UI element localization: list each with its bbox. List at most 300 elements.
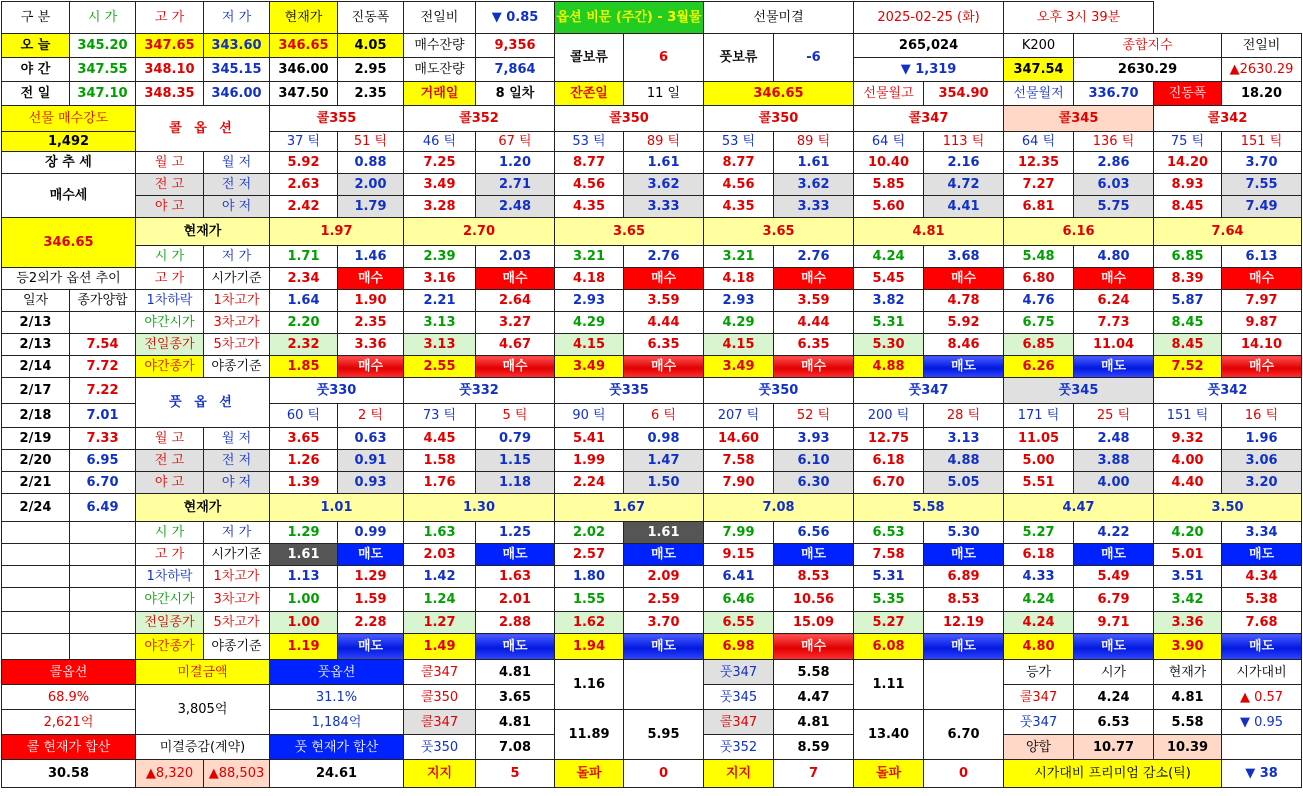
put-strike-name: 풋335 <box>555 378 704 404</box>
call-night-close: 4.88 <box>854 356 924 378</box>
put-lbl-d1h: 1차고가 <box>204 566 270 588</box>
call-high: 8.39 <box>1154 268 1222 290</box>
call-lbl-d1h: 1차고가 <box>204 290 270 312</box>
s1-value: 11.89 <box>555 710 624 760</box>
blank <box>1222 735 1302 760</box>
put-no: 4.24 <box>1004 588 1074 612</box>
put-lbl-cur: 현재가 <box>136 494 270 522</box>
history-date: 2/20 <box>2 450 70 472</box>
put-mh: 14.60 <box>704 428 774 450</box>
mid-value-2: 1.11 <box>854 660 924 710</box>
call-nh: 4.35 <box>555 196 624 218</box>
call-pl: 3.62 <box>774 174 854 196</box>
put-high: 2.57 <box>555 544 624 566</box>
oi-change-2: ▲88,503 <box>204 760 270 788</box>
call-mh: 14.20 <box>1154 152 1222 174</box>
eq-call-name: 콜347 <box>1004 685 1074 710</box>
put-lbl-nc: 야간종가 <box>136 634 204 660</box>
call-high: 4.18 <box>704 268 774 290</box>
call-mh: 12.35 <box>1004 152 1074 174</box>
pair-a-value: 7.08 <box>476 735 555 760</box>
put-open: 7.99 <box>704 522 774 544</box>
call-open: 2.39 <box>404 246 476 268</box>
call-strike-name: 콜347 <box>854 106 1004 132</box>
pair-b-name: 콜347 <box>704 710 774 735</box>
call-d1h: 3.59 <box>774 290 854 312</box>
call-tick2: 136 틱 <box>1074 132 1154 152</box>
call-current: 6.16 <box>1004 218 1154 246</box>
history-sum: 7.33 <box>70 428 136 450</box>
put-pc: 5.27 <box>854 612 924 634</box>
put-current: 4.47 <box>1004 494 1154 522</box>
eq-call-open: 4.24 <box>1074 685 1154 710</box>
put-ml: 3.93 <box>774 428 854 450</box>
put-low: 0.99 <box>338 522 404 544</box>
kospi-value: 2630.29 <box>1074 58 1222 82</box>
put-tick1: 151 틱 <box>1154 404 1222 428</box>
pair-a-name: 콜347 <box>404 660 476 685</box>
call-d1h: 7.97 <box>1222 290 1302 312</box>
call-pc: 5.30 <box>854 334 924 356</box>
call-no: 8.45 <box>1154 312 1222 334</box>
call-low: 6.13 <box>1222 246 1302 268</box>
call-low: 4.80 <box>1074 246 1154 268</box>
put-tick2: 5 틱 <box>476 404 555 428</box>
call-nl: 4.41 <box>924 196 1004 218</box>
put-night-signal: 매수 <box>774 634 854 660</box>
eq-hdr-atm: 등가 <box>1004 660 1074 685</box>
put-ml: 0.79 <box>476 428 555 450</box>
put-current: 1.30 <box>404 494 555 522</box>
call-high: 6.80 <box>1004 268 1074 290</box>
call-ml: 2.16 <box>924 152 1004 174</box>
put-open: 6.53 <box>854 522 924 544</box>
put-lbl-no: 야간시가 <box>136 588 204 612</box>
call-ph: 3.49 <box>404 174 476 196</box>
put-low: 1.61 <box>624 522 704 544</box>
put-d1l: 1.42 <box>404 566 476 588</box>
put-current: 5.58 <box>854 494 1004 522</box>
put-d1h: 6.89 <box>924 566 1004 588</box>
history-sum: 7.01 <box>70 404 136 428</box>
put-d3h: 2.01 <box>476 588 555 612</box>
put-lbl-d5h: 5차고가 <box>204 612 270 634</box>
put-d1l: 6.41 <box>704 566 774 588</box>
put-current: 3.50 <box>1154 494 1302 522</box>
call-no: 4.29 <box>704 312 774 334</box>
put-ph: 5.00 <box>1004 450 1074 472</box>
call-d1l: 4.76 <box>1004 290 1074 312</box>
call-open: 3.21 <box>555 246 624 268</box>
call-mh: 7.25 <box>404 152 476 174</box>
hdr-category: 구 분 <box>2 2 70 34</box>
call-lbl-ml: 월 저 <box>204 152 270 174</box>
oi-change-1: ▲8,320 <box>136 760 204 788</box>
call-mh: 10.40 <box>854 152 924 174</box>
call-signal: 매수 <box>1222 268 1302 290</box>
call-ph: 2.63 <box>270 174 338 196</box>
put-open: 1.29 <box>270 522 338 544</box>
put-pc: 6.55 <box>704 612 774 634</box>
call-lbl-mh: 월 고 <box>136 152 204 174</box>
put-nh: 7.90 <box>704 472 774 494</box>
put-tick1: 73 틱 <box>404 404 476 428</box>
call-no: 2.20 <box>270 312 338 334</box>
call-tick1: 64 틱 <box>854 132 924 152</box>
call-d3h: 5.92 <box>924 312 1004 334</box>
put-strike-name: 풋347 <box>854 378 1004 404</box>
put-low: 4.22 <box>1074 522 1154 544</box>
call-high: 3.16 <box>404 268 476 290</box>
blank <box>70 612 136 634</box>
support-value-1: 5 <box>476 760 555 788</box>
trade-day: 8 일차 <box>476 82 555 106</box>
put-night-close: 3.90 <box>1154 634 1222 660</box>
put-no: 1.55 <box>555 588 624 612</box>
call-d5h: 14.10 <box>1222 334 1302 356</box>
put-d5h: 15.09 <box>774 612 854 634</box>
call-current: 3.65 <box>704 218 854 246</box>
call-current: 4.81 <box>854 218 1004 246</box>
mid-value-1: 1.16 <box>555 660 624 710</box>
call-d5h: 3.36 <box>338 334 404 356</box>
put-d3h: 8.53 <box>924 588 1004 612</box>
history-date: 2/13 <box>2 334 70 356</box>
strength-value: 1,492 <box>2 132 136 152</box>
call-ml: 3.70 <box>1222 152 1302 174</box>
put-high: 5.01 <box>1154 544 1222 566</box>
pair-a-value: 4.81 <box>476 710 555 735</box>
call-count-label: 콜보류 <box>555 34 624 82</box>
call-pl: 7.55 <box>1222 174 1302 196</box>
put-tick1: 200 틱 <box>854 404 924 428</box>
call-low: 2.76 <box>774 246 854 268</box>
blank <box>2 566 70 588</box>
call-nl: 3.33 <box>774 196 854 218</box>
call-ml: 2.86 <box>1074 152 1154 174</box>
put-lbl-pc: 전일종가 <box>136 612 204 634</box>
put-signal: 매도 <box>1074 544 1154 566</box>
put-d1h: 5.49 <box>1074 566 1154 588</box>
call-tick2: 51 틱 <box>338 132 404 152</box>
history-sum: 7.72 <box>70 356 136 378</box>
put-pct: 31.1% <box>270 685 404 710</box>
put-night-signal: 매도 <box>924 634 1004 660</box>
row-high: 348.35 <box>136 82 204 106</box>
put-ph: 1.26 <box>270 450 338 472</box>
trade-day-label: 거래일 <box>404 82 476 106</box>
put-open: 5.27 <box>1004 522 1074 544</box>
ask-value: 7,864 <box>476 58 555 82</box>
call-night-close: 3.49 <box>555 356 624 378</box>
hdr-open: 시 가 <box>70 2 136 34</box>
put-strike-name: 풋332 <box>404 378 555 404</box>
pair-b-value: 4.81 <box>774 710 854 735</box>
put-ml: 3.13 <box>924 428 1004 450</box>
put-no: 5.35 <box>854 588 924 612</box>
history-sum <box>70 312 136 334</box>
call-pc: 8.45 <box>1154 334 1222 356</box>
hdr-range: 진동폭 <box>338 2 404 34</box>
call-tick1: 46 틱 <box>404 132 476 152</box>
put-d3h: 6.79 <box>1074 588 1154 612</box>
call-sum-label: 콜 현재가 합산 <box>2 735 136 760</box>
put-d1h: 8.53 <box>774 566 854 588</box>
call-low: 2.76 <box>624 246 704 268</box>
call-lbl-nh: 야 고 <box>136 196 204 218</box>
put-tick2: 6 틱 <box>624 404 704 428</box>
put-section-label: 풋 옵 션 <box>136 378 270 428</box>
put-tick1: 171 틱 <box>1004 404 1074 428</box>
call-signal: 매수 <box>338 268 404 290</box>
put-ml: 1.96 <box>1222 428 1302 450</box>
put-mh: 5.41 <box>555 428 624 450</box>
put-mh: 11.05 <box>1004 428 1074 450</box>
put-nl: 3.20 <box>1222 472 1302 494</box>
call-lbl-cur: 현재가 <box>136 218 270 246</box>
row-high: 347.65 <box>136 34 204 58</box>
cp-price: 346.65 <box>704 82 854 106</box>
call-strike-name: 콜345 <box>1004 106 1154 132</box>
put-d3h: 1.59 <box>338 588 404 612</box>
call-ph: 8.93 <box>1154 174 1222 196</box>
row-open: 347.10 <box>70 82 136 106</box>
call-strike-name: 콜350 <box>555 106 704 132</box>
eq-hdr-open: 시가 <box>1074 660 1154 685</box>
history-sum: 6.95 <box>70 450 136 472</box>
eq-put-diff: ▼ 0.95 <box>1222 710 1302 735</box>
call-no: 4.29 <box>555 312 624 334</box>
time-label: 오후 3시 39분 <box>1004 2 1154 34</box>
history-sum: 6.49 <box>70 494 136 522</box>
history-date: 2/24 <box>2 494 70 522</box>
put-d5h: 12.19 <box>924 612 1004 634</box>
call-nh: 2.42 <box>270 196 338 218</box>
history-date: 2/21 <box>2 472 70 494</box>
blank <box>70 588 136 612</box>
call-tick2: 89 틱 <box>774 132 854 152</box>
call-current: 2.70 <box>404 218 555 246</box>
put-lbl-nl: 야 저 <box>204 472 270 494</box>
call-pc: 4.15 <box>555 334 624 356</box>
call-open: 1.71 <box>270 246 338 268</box>
call-signal: 매수 <box>774 268 854 290</box>
call-night-signal: 매수 <box>624 356 704 378</box>
row-open: 347.55 <box>70 58 136 82</box>
put-night-signal: 매도 <box>476 634 555 660</box>
call-nl: 3.33 <box>624 196 704 218</box>
put-night-signal: 매도 <box>1222 634 1302 660</box>
call-nl: 1.79 <box>338 196 404 218</box>
left-price: 346.65 <box>2 218 136 268</box>
call-d1l: 2.93 <box>555 290 624 312</box>
put-pl: 3.88 <box>1074 450 1154 472</box>
put-tick1: 90 틱 <box>555 404 624 428</box>
row-current: 347.50 <box>270 82 338 106</box>
call-open: 5.48 <box>1004 246 1074 268</box>
call-ml: 0.88 <box>338 152 404 174</box>
put-d1h: 2.09 <box>624 566 704 588</box>
row-label: 전 일 <box>2 82 70 106</box>
eq-put-open: 6.53 <box>1074 710 1154 735</box>
call-lbl-low: 저 가 <box>204 246 270 268</box>
oi-change-label: 미결증감(계약) <box>136 735 270 760</box>
put-pc: 1.00 <box>270 612 338 634</box>
put-pc: 1.62 <box>555 612 624 634</box>
call-lbl-no: 야간시가 <box>136 312 204 334</box>
put-nl: 1.18 <box>476 472 555 494</box>
call-tick1: 53 틱 <box>704 132 774 152</box>
call-d3h: 3.27 <box>476 312 555 334</box>
put-nh: 5.51 <box>1004 472 1074 494</box>
put-mh: 12.75 <box>854 428 924 450</box>
bid-value: 9,356 <box>476 34 555 58</box>
s2-value: 5.95 <box>624 710 704 760</box>
call-tick1: 37 틱 <box>270 132 338 152</box>
blank <box>924 660 1004 710</box>
put-pl: 1.47 <box>624 450 704 472</box>
call-tick2: 67 틱 <box>476 132 555 152</box>
history-date: 2/18 <box>2 404 70 428</box>
remain-days: 11 일 <box>624 82 704 106</box>
put-d1l: 5.31 <box>854 566 924 588</box>
pair-b-value: 4.47 <box>774 685 854 710</box>
call-pl: 3.62 <box>624 174 704 196</box>
amp-label: 진동폭 <box>1154 82 1222 106</box>
put-pl: 4.88 <box>924 450 1004 472</box>
put-d1l: 4.33 <box>1004 566 1074 588</box>
put-nl: 0.93 <box>338 472 404 494</box>
put-d1l: 3.51 <box>1154 566 1222 588</box>
put-high: 9.15 <box>704 544 774 566</box>
blank <box>2 612 70 634</box>
put-low: 6.56 <box>774 522 854 544</box>
call-d5h: 11.04 <box>1074 334 1154 356</box>
call-ml: 1.61 <box>624 152 704 174</box>
row-current: 346.00 <box>270 58 338 82</box>
put-count-label: 풋보류 <box>704 34 774 82</box>
call-open: 3.21 <box>704 246 774 268</box>
put-ml: 0.98 <box>624 428 704 450</box>
put-mh: 4.45 <box>404 428 476 450</box>
call-night-signal: 매수 <box>774 356 854 378</box>
chart-label: 등2외가 옵션 추이 <box>2 268 136 290</box>
monthly-low: 336.70 <box>1074 82 1154 106</box>
call-signal: 매수 <box>1074 268 1154 290</box>
put-open: 4.20 <box>1154 522 1222 544</box>
call-nh: 6.81 <box>1004 196 1074 218</box>
put-strike-name: 풋345 <box>1004 378 1154 404</box>
put-count: -6 <box>774 34 854 82</box>
call-nh: 4.35 <box>704 196 774 218</box>
pair-a-name: 풋350 <box>404 735 476 760</box>
put-pc: 3.36 <box>1154 612 1222 634</box>
call-pc: 3.13 <box>404 334 476 356</box>
call-night-close: 2.55 <box>404 356 476 378</box>
premium-label: 시가대비 프리미엄 감소(틱) <box>1004 760 1222 788</box>
call-low: 3.68 <box>924 246 1004 268</box>
put-d1l: 1.80 <box>555 566 624 588</box>
row-range: 4.05 <box>338 34 404 58</box>
history-sum: 7.54 <box>70 334 136 356</box>
put-no: 6.46 <box>704 588 774 612</box>
trend-value: 매수세 <box>2 174 136 218</box>
put-no: 1.24 <box>404 588 476 612</box>
put-d1h: 1.29 <box>338 566 404 588</box>
put-d5h: 2.28 <box>338 612 404 634</box>
kospi-label: 종합지수 <box>1074 34 1222 58</box>
monthly-low-label: 선물월저 <box>1004 82 1074 106</box>
blank <box>70 544 136 566</box>
pair-a-name: 콜350 <box>404 685 476 710</box>
put-current: 7.08 <box>704 494 854 522</box>
call-no: 6.75 <box>1004 312 1074 334</box>
history-sum: 7.22 <box>70 378 136 404</box>
premium-value: ▼ 38 <box>1222 760 1302 788</box>
put-d5h: 3.70 <box>624 612 704 634</box>
call-night-signal: 매도 <box>924 356 1004 378</box>
eq-call-cur: 4.81 <box>1154 685 1222 710</box>
call-strike-name: 콜350 <box>704 106 854 132</box>
call-lbl-d1l: 1차하락 <box>136 290 204 312</box>
put-tick2: 25 틱 <box>1074 404 1154 428</box>
call-night-close: 7.52 <box>1154 356 1222 378</box>
put-tick2: 2 틱 <box>338 404 404 428</box>
put-pl: 0.91 <box>338 450 404 472</box>
put-high: 1.61 <box>270 544 338 566</box>
put-d3h: 5.38 <box>1222 588 1302 612</box>
put-tick1: 60 틱 <box>270 404 338 428</box>
sum-label: 양합 <box>1004 735 1074 760</box>
put-signal: 매도 <box>1222 544 1302 566</box>
call-d3h: 4.44 <box>624 312 704 334</box>
kospi-prev-label: 전일비 <box>1222 34 1302 58</box>
call-mh: 5.92 <box>270 152 338 174</box>
monthly-high: 354.90 <box>924 82 1004 106</box>
oi-amount-label: 미결금액 <box>136 660 270 685</box>
blank <box>2 522 70 544</box>
eq-put-name: 풋347 <box>1004 710 1074 735</box>
call-pc: 2.32 <box>270 334 338 356</box>
hdr-low: 저 가 <box>204 2 270 34</box>
row-label: 야 간 <box>2 58 70 82</box>
pair-b-name: 풋345 <box>704 685 774 710</box>
put-strike-name: 풋350 <box>704 378 854 404</box>
page-title: 옵션 비문 (주간) - 3월물 <box>555 2 704 34</box>
call-d1l: 2.21 <box>404 290 476 312</box>
call-option-label: 콜옵션 <box>2 660 136 685</box>
call-sum: 30.58 <box>2 760 136 788</box>
put-lbl-open: 시 가 <box>136 522 204 544</box>
call-d1h: 6.24 <box>1074 290 1154 312</box>
call-d3h: 9.87 <box>1222 312 1302 334</box>
call-high: 4.18 <box>555 268 624 290</box>
put-d3h: 10.56 <box>774 588 854 612</box>
break-label-1: 돌파 <box>555 760 624 788</box>
call-ph: 4.56 <box>704 174 774 196</box>
amp-value: 18.20 <box>1222 82 1302 106</box>
put-lbl-open-base: 시가기준 <box>204 544 270 566</box>
pair-a-value: 3.65 <box>476 685 555 710</box>
oi-total: 3,805억 <box>136 685 270 735</box>
call-lbl-open: 시 가 <box>136 246 204 268</box>
put-tick2: 52 틱 <box>774 404 854 428</box>
pair-a-name: 콜347 <box>404 710 476 735</box>
hdr-high: 고 가 <box>136 2 204 34</box>
support-value-2: 7 <box>774 760 854 788</box>
ask-label: 매도잔량 <box>404 58 476 82</box>
pair-b-name: 풋352 <box>704 735 774 760</box>
